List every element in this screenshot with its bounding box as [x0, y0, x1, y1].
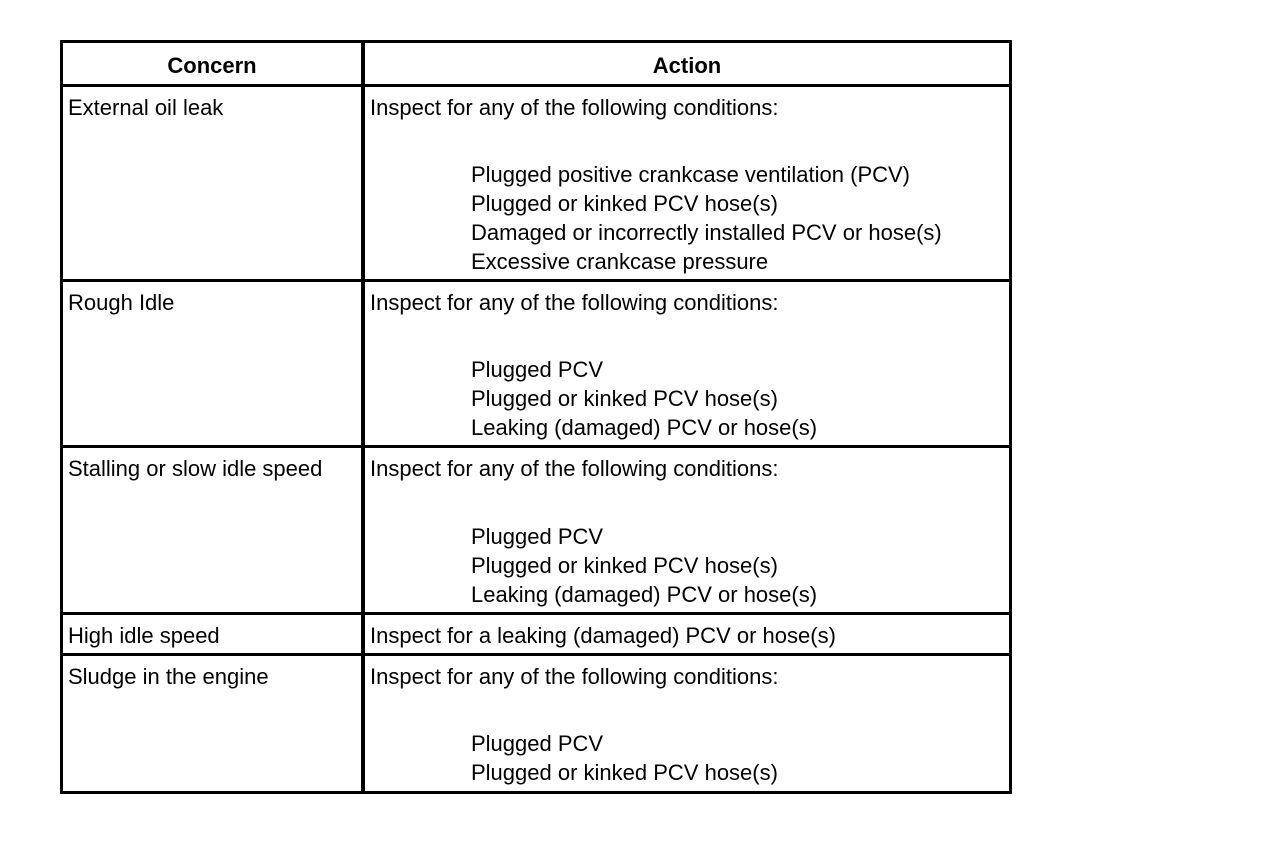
row-divider [63, 445, 1009, 448]
column-divider [361, 43, 365, 791]
list-item: Leaking (damaged) PCV or hose(s) [471, 415, 818, 440]
action-intro: Inspect for a leaking (damaged) PCV or hose(s) [370, 623, 836, 648]
list-item: Plugged PCV [471, 357, 604, 382]
condition-list [471, 522, 817, 609]
row-divider [63, 279, 1009, 282]
concern-cell: Rough Idle [68, 290, 175, 315]
list-item: Plugged positive crankcase ventilation (PCV) [471, 162, 911, 187]
list-item: Leaking (damaged) PCV or hose(s) [471, 582, 818, 607]
list-item: Plugged or kinked PCV hose(s) [471, 191, 778, 216]
list-item: Plugged or kinked PCV hose(s) [471, 760, 778, 785]
list-item: Excessive crankcase pressure [471, 249, 769, 274]
action-intro: Inspect for any of the following conditions: [370, 664, 779, 689]
list-item: Plugged PCV [471, 731, 604, 756]
concern-cell: High idle speed [68, 623, 220, 648]
action-intro: Inspect for any of the following conditions: [370, 95, 779, 120]
table-grid [63, 43, 1009, 791]
concern-cell: External oil leak [68, 95, 224, 120]
row-divider [63, 612, 1009, 615]
row-divider [63, 84, 1009, 87]
header-concern: Concern [167, 53, 257, 78]
action-intro: Inspect for any of the following conditions: [370, 290, 779, 315]
list-item: Damaged or incorrectly installed PCV or hose(s) [471, 220, 942, 245]
condition-list [471, 355, 817, 442]
list-item: Plugged or kinked PCV hose(s) [471, 553, 778, 578]
condition-list [471, 729, 778, 787]
condition-list [471, 160, 942, 276]
header-action: Action [652, 53, 722, 78]
concern-cell: Sludge in the engine [68, 664, 269, 689]
action-intro: Inspect for any of the following conditions: [370, 456, 779, 481]
list-item: Plugged or kinked PCV hose(s) [471, 386, 778, 411]
concern-cell: Stalling or slow idle speed [68, 456, 323, 481]
list-item: Plugged PCV [471, 524, 604, 549]
diagnosis-table [60, 40, 1012, 794]
row-divider [63, 653, 1009, 656]
